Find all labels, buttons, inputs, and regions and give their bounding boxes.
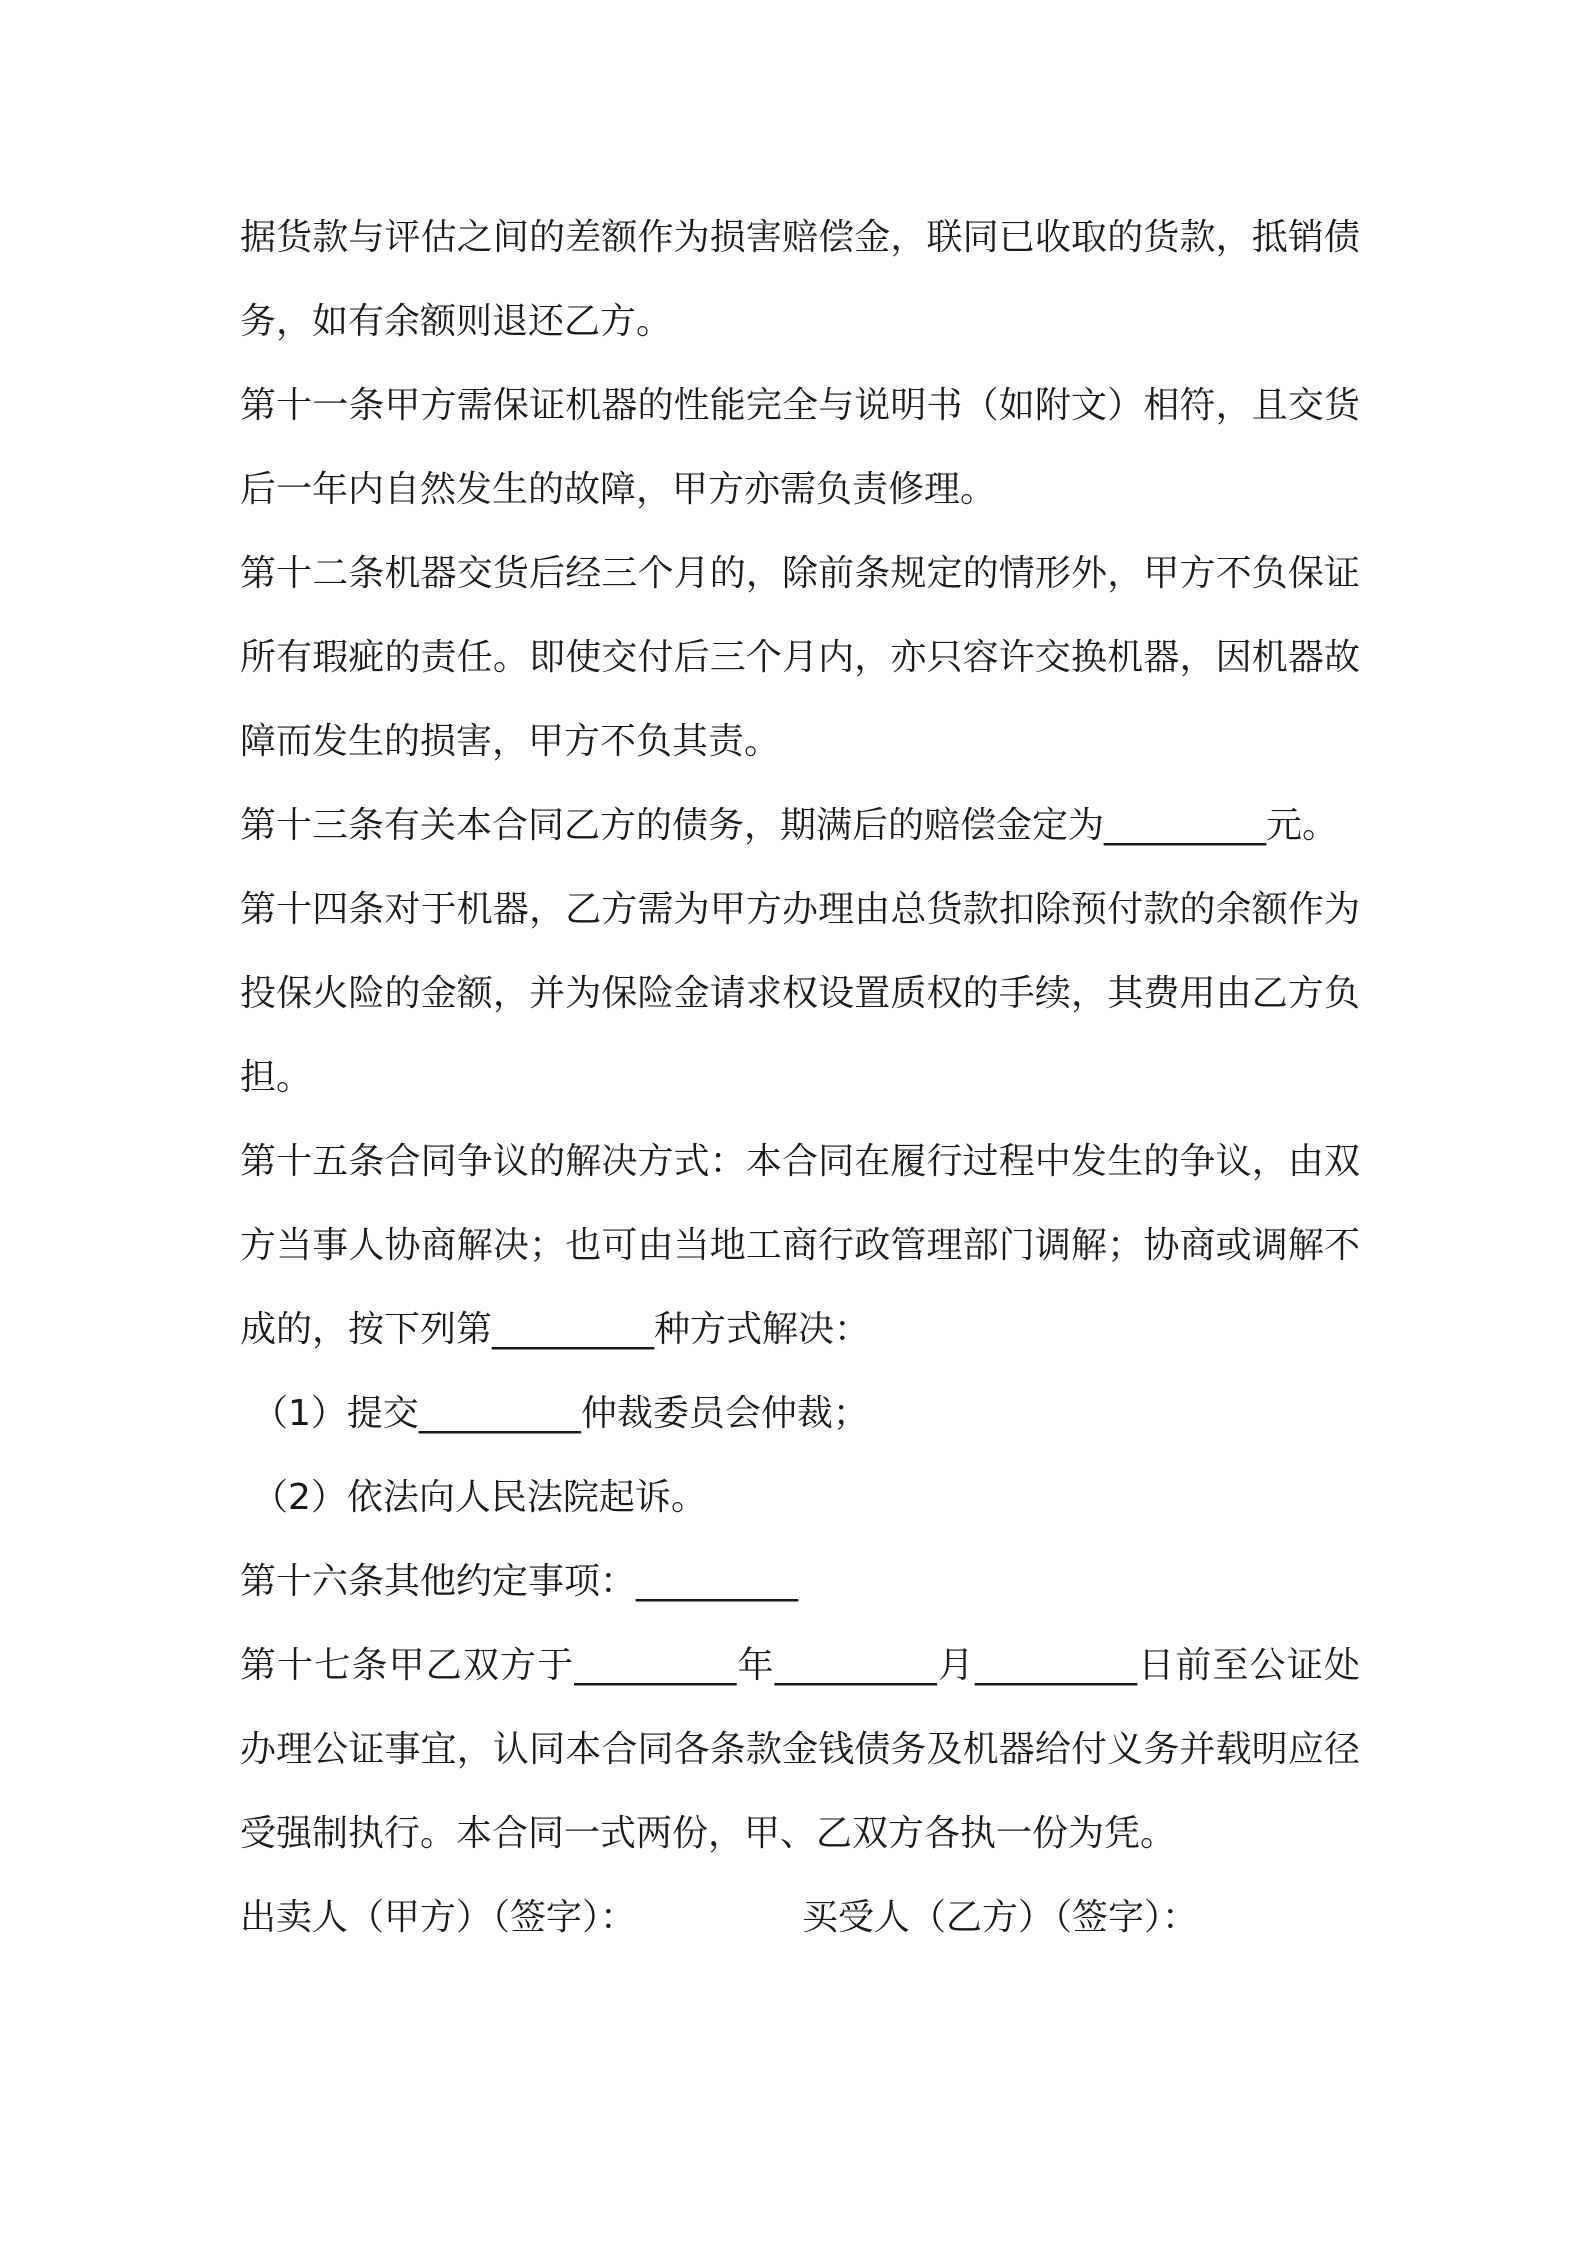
article-13: 第十三条有关本合同乙方的债务，期满后的赔偿金定为_________元。 [240, 805, 1339, 846]
dispute-option-2: （2）依法向人民法院起诉。 [252, 1477, 707, 1518]
article-16: 第十六条其他约定事项：_________ [240, 1561, 799, 1602]
article-11: 第十一条甲方需保证机器的性能完全与说明书（如附文）相符，且交货后一年内自然发生的故障，甲方亦需负责修理。 [240, 385, 1360, 510]
contract-body [240, 196, 1360, 1960]
article-17: 第十七条甲乙双方于_________年_________月_________日前至公证处办理公证事宜，认同本合同各条款金钱债务及机器给付义务并载明应径受强制执行。本合同一式两份，甲、乙双方各执一份为凭。 [240, 1645, 1360, 1854]
dispute-option-1: （1）提交_________仲裁委员会仲裁； [252, 1393, 869, 1434]
article-15: 第十五条合同争议的解决方式：本合同在履行过程中发生的争议，由双方当事人协商解决；也可由当地工商行政管理部门调解；协商或调解不成的，按下列第_________种方式解决： [240, 1141, 1360, 1350]
signature-row [240, 1876, 1360, 1960]
article-14: 第十四条对于机器，乙方需为甲方办理由总货款扣除预付款的余额作为投保火险的金额，并为保险金请求权设置质权的手续，其费用由乙方负担。 [240, 889, 1360, 1098]
buyer-signature-label: 买受人（乙方）（签字）： [802, 1897, 1199, 1938]
seller-signature-label: 出卖人（甲方）（签字）： [240, 1897, 637, 1938]
paragraph-damages-continuation: 据货款与评估之间的差额作为损害赔偿金，联同已收取的货款，抵销债务，如有余额则退还乙方。 [240, 217, 1360, 342]
article-12: 第十二条机器交货后经三个月的，除前条规定的情形外，甲方不负保证所有瑕疵的责任。即使交付后三个月内，亦只容许交换机器，因机器故障而发生的损害，甲方不负其责。 [240, 553, 1360, 762]
